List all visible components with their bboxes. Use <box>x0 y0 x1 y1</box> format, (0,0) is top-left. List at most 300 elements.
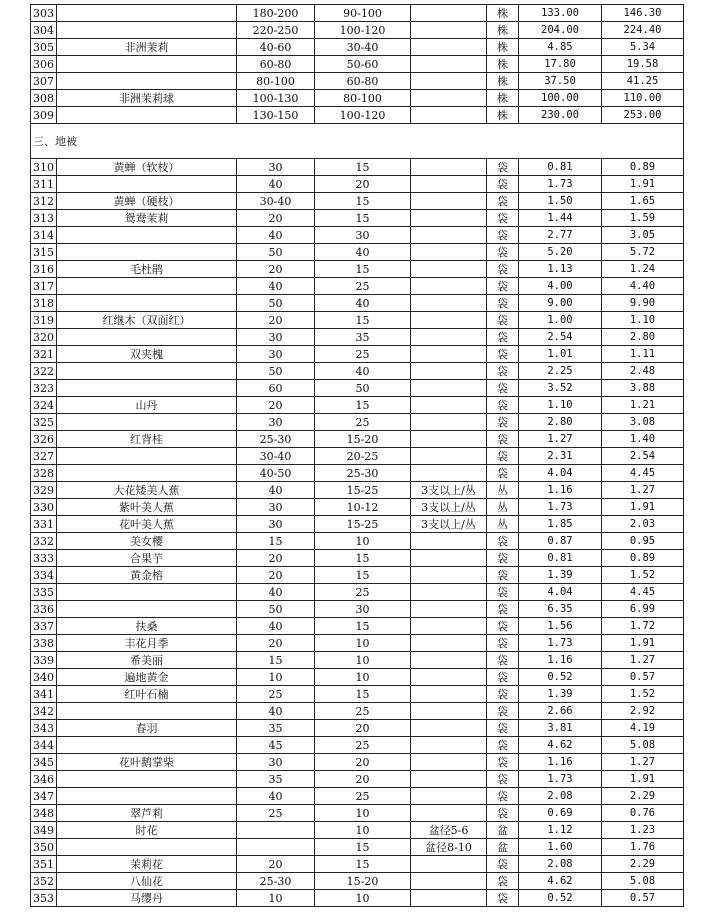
crown-spec-cell: 30 <box>315 601 411 618</box>
price-1-cell: 3.81 <box>519 720 602 737</box>
unit-cell: 袋 <box>487 210 519 227</box>
height-spec-cell: 30-40 <box>237 448 315 465</box>
row-number-cell: 351 <box>31 856 57 873</box>
crown-spec-cell: 15 <box>315 618 411 635</box>
height-spec-cell: 20 <box>237 261 315 278</box>
unit-cell: 丛 <box>487 516 519 533</box>
table-row <box>31 567 684 584</box>
table-row <box>31 754 684 771</box>
height-spec-cell: 20 <box>237 567 315 584</box>
crown-spec-cell: 15 <box>315 261 411 278</box>
plant-name-cell <box>57 244 237 261</box>
price-2-cell: 1.24 <box>602 261 684 278</box>
height-spec-cell: 30 <box>237 159 315 176</box>
note-cell <box>411 618 487 635</box>
table-row <box>31 414 684 431</box>
plant-name-cell: 八仙花 <box>57 873 237 890</box>
height-spec-cell: 50 <box>237 601 315 618</box>
row-number-cell: 348 <box>31 805 57 822</box>
price-1-cell: 0.69 <box>519 805 602 822</box>
height-spec-cell: 45 <box>237 737 315 754</box>
price-2-cell: 3.05 <box>602 227 684 244</box>
price-1-cell: 1.01 <box>519 346 602 363</box>
note-cell <box>411 159 487 176</box>
price-1-cell: 1.73 <box>519 635 602 652</box>
height-spec-cell: 80-100 <box>237 73 315 90</box>
price-2-cell: 224.40 <box>602 22 684 39</box>
crown-spec-cell: 15 <box>315 159 411 176</box>
row-number-cell: 350 <box>31 839 57 856</box>
unit-cell: 袋 <box>487 278 519 295</box>
plant-name-cell: 茉莉花 <box>57 856 237 873</box>
table-row <box>31 482 684 499</box>
crown-spec-cell: 20 <box>315 754 411 771</box>
price-2-cell: 1.52 <box>602 567 684 584</box>
plant-name-cell <box>57 737 237 754</box>
height-spec-cell: 25-30 <box>237 431 315 448</box>
row-number-cell: 346 <box>31 771 57 788</box>
unit-cell: 袋 <box>487 737 519 754</box>
row-number-cell: 306 <box>31 56 57 73</box>
price-1-cell: 4.62 <box>519 737 602 754</box>
table-row <box>31 261 684 278</box>
plant-name-cell: 春羽 <box>57 720 237 737</box>
price-2-cell: 2.54 <box>602 448 684 465</box>
plant-name-cell: 美女樱 <box>57 533 237 550</box>
crown-spec-cell: 50 <box>315 380 411 397</box>
table-row <box>31 720 684 737</box>
plant-name-cell <box>57 414 237 431</box>
price-1-cell: 1.73 <box>519 176 602 193</box>
table-row <box>31 39 684 56</box>
table-row <box>31 210 684 227</box>
note-cell <box>411 652 487 669</box>
plant-name-cell <box>57 465 237 482</box>
plant-name-cell <box>57 788 237 805</box>
price-1-cell: 1.39 <box>519 686 602 703</box>
price-1-cell: 4.04 <box>519 584 602 601</box>
height-spec-cell: 20 <box>237 550 315 567</box>
table-row <box>31 873 684 890</box>
row-number-cell: 316 <box>31 261 57 278</box>
crown-spec-cell: 15-25 <box>315 482 411 499</box>
height-spec-cell: 50 <box>237 244 315 261</box>
table-row <box>31 278 684 295</box>
price-2-cell: 2.29 <box>602 856 684 873</box>
plant-name-cell <box>57 329 237 346</box>
price-2-cell: 1.27 <box>602 482 684 499</box>
row-number-cell: 330 <box>31 499 57 516</box>
note-cell <box>411 295 487 312</box>
plant-name-cell <box>57 295 237 312</box>
row-number-cell: 336 <box>31 601 57 618</box>
price-2-cell: 1.27 <box>602 652 684 669</box>
crown-spec-cell: 15 <box>315 193 411 210</box>
table-row <box>31 584 684 601</box>
note-cell <box>411 550 487 567</box>
row-number-cell: 337 <box>31 618 57 635</box>
price-2-cell: 5.72 <box>602 244 684 261</box>
height-spec-cell: 40-50 <box>237 465 315 482</box>
unit-cell: 株 <box>487 56 519 73</box>
price-2-cell: 2.80 <box>602 329 684 346</box>
table-row <box>31 56 684 73</box>
row-number-cell: 303 <box>31 5 57 22</box>
height-spec-cell: 20 <box>237 312 315 329</box>
row-number-cell: 349 <box>31 822 57 839</box>
note-cell <box>411 720 487 737</box>
price-2-cell: 1.10 <box>602 312 684 329</box>
height-spec-cell: 40 <box>237 176 315 193</box>
height-spec-cell: 130-150 <box>237 107 315 124</box>
height-spec-cell: 35 <box>237 720 315 737</box>
height-spec-cell: 60 <box>237 380 315 397</box>
row-number-cell: 329 <box>31 482 57 499</box>
crown-spec-cell: 20 <box>315 720 411 737</box>
note-cell <box>411 39 487 56</box>
row-number-cell: 311 <box>31 176 57 193</box>
crown-spec-cell: 20 <box>315 176 411 193</box>
height-spec-cell: 30 <box>237 346 315 363</box>
plant-name-cell <box>57 771 237 788</box>
crown-spec-cell: 15 <box>315 210 411 227</box>
unit-cell: 袋 <box>487 465 519 482</box>
height-spec-cell: 10 <box>237 669 315 686</box>
note-cell <box>411 22 487 39</box>
unit-cell: 袋 <box>487 261 519 278</box>
crown-spec-cell: 100-120 <box>315 107 411 124</box>
row-number-cell: 321 <box>31 346 57 363</box>
price-2-cell: 3.08 <box>602 414 684 431</box>
plant-name-cell: 非洲茉莉球 <box>57 90 237 107</box>
crown-spec-cell: 10-12 <box>315 499 411 516</box>
price-2-cell: 1.52 <box>602 686 684 703</box>
table-row <box>31 890 684 907</box>
price-1-cell: 204.00 <box>519 22 602 39</box>
note-cell <box>411 346 487 363</box>
price-1-cell: 2.08 <box>519 856 602 873</box>
table-row <box>31 431 684 448</box>
unit-cell: 袋 <box>487 227 519 244</box>
crown-spec-cell: 10 <box>315 635 411 652</box>
price-1-cell: 2.25 <box>519 363 602 380</box>
height-spec-cell: 25 <box>237 686 315 703</box>
row-number-cell: 340 <box>31 669 57 686</box>
height-spec-cell: 60-80 <box>237 56 315 73</box>
plant-name-cell: 时花 <box>57 822 237 839</box>
table-row <box>31 618 684 635</box>
table-row <box>31 601 684 618</box>
row-number-cell: 338 <box>31 635 57 652</box>
table-body-top <box>31 5 684 124</box>
price-1-cell: 1.12 <box>519 822 602 839</box>
price-1-cell: 1.00 <box>519 312 602 329</box>
price-2-cell: 1.91 <box>602 499 684 516</box>
row-number-cell: 344 <box>31 737 57 754</box>
table-row <box>31 5 684 22</box>
table-row <box>31 822 684 839</box>
row-number-cell: 339 <box>31 652 57 669</box>
unit-cell: 袋 <box>487 618 519 635</box>
table-row <box>31 107 684 124</box>
price-1-cell: 0.81 <box>519 159 602 176</box>
price-1-cell: 133.00 <box>519 5 602 22</box>
price-2-cell: 1.91 <box>602 176 684 193</box>
price-2-cell: 2.03 <box>602 516 684 533</box>
table-row <box>31 244 684 261</box>
crown-spec-cell: 25 <box>315 788 411 805</box>
unit-cell: 袋 <box>487 720 519 737</box>
table-row <box>31 856 684 873</box>
crown-spec-cell: 35 <box>315 329 411 346</box>
unit-cell: 袋 <box>487 703 519 720</box>
plant-name-cell <box>57 363 237 380</box>
row-number-cell: 323 <box>31 380 57 397</box>
note-cell <box>411 567 487 584</box>
height-spec-cell <box>237 822 315 839</box>
plant-name-cell <box>57 5 237 22</box>
unit-cell: 袋 <box>487 329 519 346</box>
price-1-cell: 4.85 <box>519 39 602 56</box>
height-spec-cell: 15 <box>237 652 315 669</box>
price-1-cell: 4.04 <box>519 465 602 482</box>
price-1-cell: 17.80 <box>519 56 602 73</box>
price-2-cell: 4.45 <box>602 584 684 601</box>
table-row <box>31 550 684 567</box>
height-spec-cell: 20 <box>237 856 315 873</box>
note-cell <box>411 5 487 22</box>
table-body-groundcover <box>31 159 684 907</box>
price-1-cell: 0.52 <box>519 669 602 686</box>
table-row <box>31 652 684 669</box>
table-row <box>31 295 684 312</box>
unit-cell: 袋 <box>487 635 519 652</box>
height-spec-cell: 40 <box>237 482 315 499</box>
plant-name-cell: 希美丽 <box>57 652 237 669</box>
row-number-cell: 341 <box>31 686 57 703</box>
unit-cell: 株 <box>487 73 519 90</box>
plant-name-cell <box>57 601 237 618</box>
price-2-cell: 5.08 <box>602 873 684 890</box>
row-number-cell: 324 <box>31 397 57 414</box>
plant-name-cell: 翠芦莉 <box>57 805 237 822</box>
height-spec-cell: 30 <box>237 754 315 771</box>
height-spec-cell: 30 <box>237 499 315 516</box>
height-spec-cell: 15 <box>237 533 315 550</box>
price-1-cell: 37.50 <box>519 73 602 90</box>
price-2-cell: 0.76 <box>602 805 684 822</box>
price-1-cell: 1.85 <box>519 516 602 533</box>
unit-cell: 袋 <box>487 295 519 312</box>
crown-spec-cell: 25 <box>315 278 411 295</box>
note-cell <box>411 227 487 244</box>
price-2-cell: 110.00 <box>602 90 684 107</box>
note-cell <box>411 244 487 261</box>
plant-name-cell: 双夹槐 <box>57 346 237 363</box>
plant-name-cell <box>57 584 237 601</box>
price-1-cell: 1.10 <box>519 397 602 414</box>
table-row <box>31 448 684 465</box>
note-cell <box>411 363 487 380</box>
row-number-cell: 343 <box>31 720 57 737</box>
price-1-cell: 230.00 <box>519 107 602 124</box>
row-number-cell: 322 <box>31 363 57 380</box>
plant-name-cell: 扶桑 <box>57 618 237 635</box>
price-1-cell: 1.13 <box>519 261 602 278</box>
crown-spec-cell: 15-20 <box>315 873 411 890</box>
price-1-cell: 2.80 <box>519 414 602 431</box>
price-table <box>30 4 684 907</box>
crown-spec-cell: 25 <box>315 414 411 431</box>
note-cell <box>411 737 487 754</box>
table-row <box>31 839 684 856</box>
crown-spec-cell: 10 <box>315 805 411 822</box>
height-spec-cell: 30 <box>237 414 315 431</box>
note-cell <box>411 635 487 652</box>
crown-spec-cell: 40 <box>315 363 411 380</box>
price-1-cell: 2.77 <box>519 227 602 244</box>
plant-name-cell <box>57 380 237 397</box>
row-number-cell: 353 <box>31 890 57 907</box>
note-cell <box>411 56 487 73</box>
height-spec-cell: 30 <box>237 516 315 533</box>
row-number-cell: 314 <box>31 227 57 244</box>
unit-cell: 株 <box>487 22 519 39</box>
note-cell <box>411 601 487 618</box>
row-number-cell: 332 <box>31 533 57 550</box>
crown-spec-cell: 100-120 <box>315 22 411 39</box>
unit-cell: 袋 <box>487 890 519 907</box>
section-row <box>31 124 684 159</box>
unit-cell: 丛 <box>487 482 519 499</box>
note-cell <box>411 448 487 465</box>
row-number-cell: 345 <box>31 754 57 771</box>
height-spec-cell: 50 <box>237 295 315 312</box>
unit-cell: 盆 <box>487 822 519 839</box>
price-2-cell: 0.95 <box>602 533 684 550</box>
note-cell <box>411 414 487 431</box>
crown-spec-cell: 15-25 <box>315 516 411 533</box>
height-spec-cell: 50 <box>237 363 315 380</box>
note-cell <box>411 210 487 227</box>
row-number-cell: 335 <box>31 584 57 601</box>
height-spec-cell: 20 <box>237 635 315 652</box>
price-2-cell: 1.27 <box>602 754 684 771</box>
plant-name-cell: 黄蝉（硬枝） <box>57 193 237 210</box>
plant-name-cell: 山丹 <box>57 397 237 414</box>
crown-spec-cell: 15 <box>315 856 411 873</box>
table-row <box>31 499 684 516</box>
table-row <box>31 771 684 788</box>
row-number-cell: 327 <box>31 448 57 465</box>
price-1-cell: 1.44 <box>519 210 602 227</box>
price-1-cell: 9.00 <box>519 295 602 312</box>
price-2-cell: 2.29 <box>602 788 684 805</box>
crown-spec-cell: 25 <box>315 584 411 601</box>
note-cell <box>411 686 487 703</box>
table-row <box>31 176 684 193</box>
note-cell <box>411 465 487 482</box>
table-row <box>31 516 684 533</box>
plant-name-cell: 毛杜鹃 <box>57 261 237 278</box>
price-1-cell: 0.52 <box>519 890 602 907</box>
price-2-cell: 0.89 <box>602 550 684 567</box>
crown-spec-cell: 25 <box>315 737 411 754</box>
plant-name-cell: 紫叶美人蕉 <box>57 499 237 516</box>
crown-spec-cell: 15-20 <box>315 431 411 448</box>
note-cell: 盆径5-6 <box>411 822 487 839</box>
price-2-cell: 1.76 <box>602 839 684 856</box>
height-spec-cell: 220-250 <box>237 22 315 39</box>
unit-cell: 株 <box>487 5 519 22</box>
table-row <box>31 227 684 244</box>
plant-name-cell: 鸳鸯茉莉 <box>57 210 237 227</box>
row-number-cell: 315 <box>31 244 57 261</box>
crown-spec-cell: 30 <box>315 227 411 244</box>
unit-cell: 袋 <box>487 448 519 465</box>
plant-name-cell: 红叶石楠 <box>57 686 237 703</box>
plant-name-cell <box>57 227 237 244</box>
crown-spec-cell: 10 <box>315 890 411 907</box>
price-2-cell: 146.30 <box>602 5 684 22</box>
price-1-cell: 1.16 <box>519 482 602 499</box>
note-cell <box>411 584 487 601</box>
price-2-cell: 41.25 <box>602 73 684 90</box>
price-2-cell: 2.92 <box>602 703 684 720</box>
price-2-cell: 1.23 <box>602 822 684 839</box>
table-row <box>31 788 684 805</box>
price-1-cell: 1.73 <box>519 499 602 516</box>
plant-name-cell <box>57 107 237 124</box>
price-2-cell: 2.48 <box>602 363 684 380</box>
note-cell: 3支以上/丛 <box>411 499 487 516</box>
note-cell <box>411 856 487 873</box>
note-cell <box>411 107 487 124</box>
row-number-cell: 310 <box>31 159 57 176</box>
note-cell <box>411 873 487 890</box>
price-1-cell: 1.73 <box>519 771 602 788</box>
height-spec-cell: 25 <box>237 805 315 822</box>
crown-spec-cell: 20 <box>315 771 411 788</box>
plant-name-cell: 大花矮美人蕉 <box>57 482 237 499</box>
height-spec-cell: 40 <box>237 788 315 805</box>
price-1-cell: 3.52 <box>519 380 602 397</box>
unit-cell: 袋 <box>487 312 519 329</box>
price-1-cell: 2.31 <box>519 448 602 465</box>
price-1-cell: 1.16 <box>519 754 602 771</box>
table-row <box>31 329 684 346</box>
unit-cell: 袋 <box>487 414 519 431</box>
plant-name-cell: 红继木（双面红） <box>57 312 237 329</box>
price-2-cell: 4.19 <box>602 720 684 737</box>
price-1-cell: 5.20 <box>519 244 602 261</box>
unit-cell: 袋 <box>487 431 519 448</box>
price-1-cell: 1.27 <box>519 431 602 448</box>
plant-name-cell: 黄蝉（软枝） <box>57 159 237 176</box>
height-spec-cell: 40 <box>237 227 315 244</box>
unit-cell: 袋 <box>487 346 519 363</box>
plant-name-cell: 花叶鹅掌柴 <box>57 754 237 771</box>
price-2-cell: 1.91 <box>602 771 684 788</box>
price-2-cell: 0.57 <box>602 669 684 686</box>
crown-spec-cell: 40 <box>315 295 411 312</box>
height-spec-cell: 40 <box>237 278 315 295</box>
crown-spec-cell: 15 <box>315 397 411 414</box>
unit-cell: 袋 <box>487 380 519 397</box>
height-spec-cell: 40 <box>237 703 315 720</box>
section-header <box>31 124 684 159</box>
crown-spec-cell: 10 <box>315 533 411 550</box>
